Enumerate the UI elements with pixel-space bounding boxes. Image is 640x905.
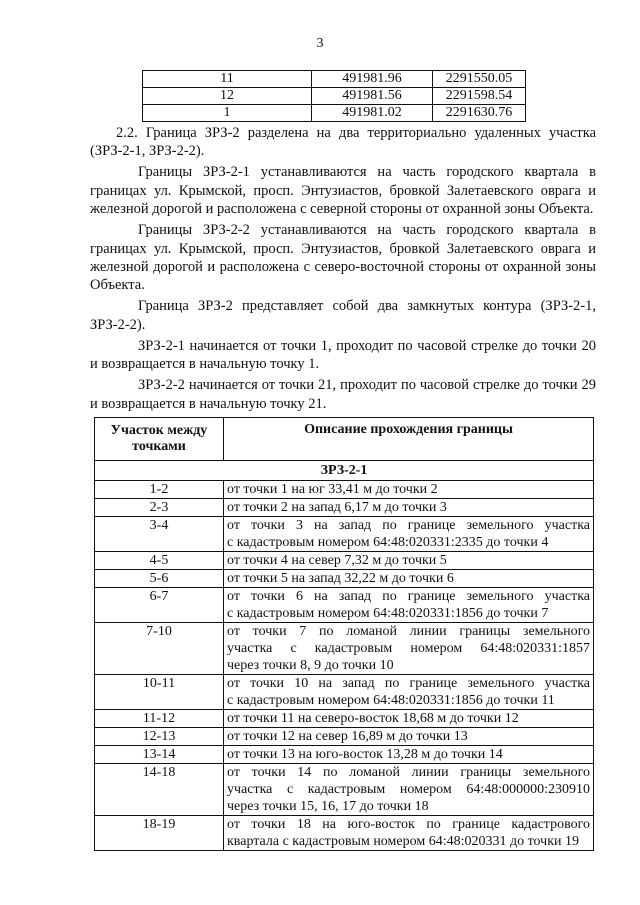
segment-cell: 1-2 xyxy=(95,481,224,499)
description-line: от точки 10 на запад по границе земельного участка xyxy=(227,676,590,691)
table-row xyxy=(95,728,594,746)
paragraph: ЗРЗ-2-1 начинается от точки 1, проходит по часовой стрелке до точки 20 и возвращается в начальную точку 1. xyxy=(90,337,596,373)
coordinates-table xyxy=(142,70,526,122)
table-row xyxy=(95,816,594,851)
boundary-description-table xyxy=(94,417,594,851)
description-cell xyxy=(224,499,594,517)
coordinate-y: 2291630.76 xyxy=(433,105,526,122)
table-row xyxy=(95,552,594,570)
segment-cell: 13-14 xyxy=(95,746,224,764)
table-row xyxy=(95,517,594,552)
table-row xyxy=(95,588,594,623)
description-line: от точки 18 на юго-восток по границе кадастрового xyxy=(227,817,590,832)
description-cell xyxy=(224,764,594,816)
description-cell xyxy=(224,746,594,764)
description-cell xyxy=(224,481,594,499)
point-number: 12 xyxy=(143,88,312,105)
table-row xyxy=(95,675,594,710)
header-segment: Участок между точками xyxy=(95,418,224,461)
paragraph: Границы ЗРЗ-2-1 устанавливаются на часть городского квартала в границах ул. Крымской, просп. Энтузиастов, бровкой Залетаевского оврага и железной дорогой и расположена с северной стороны от охранной зоны Объекта. xyxy=(90,164,596,218)
coordinate-y: 2291598.54 xyxy=(433,88,526,105)
segment-cell: 10-11 xyxy=(95,675,224,710)
description-cell xyxy=(224,517,594,552)
description-cell xyxy=(224,675,594,710)
description-line: участка с кадастровым номером 64:48:000000:230910 xyxy=(227,782,590,797)
description-line: от точки 11 на северо-восток 18,68 м до точки 12 xyxy=(227,711,519,726)
table-row xyxy=(95,570,594,588)
description-line: от точки 13 на юго-восток 13,28 м до точки 14 xyxy=(227,747,503,762)
description-line: от точки 3 на запад по границе земельного участка xyxy=(227,518,590,533)
description-line: через точки 8, 9 до точки 10 xyxy=(227,658,394,673)
section-title: ЗРЗ-2-1 xyxy=(95,461,594,481)
table-row xyxy=(95,623,594,675)
description-cell xyxy=(224,552,594,570)
segment-cell: 12-13 xyxy=(95,728,224,746)
description-line: от точки 12 на север 16,89 м до точки 13 xyxy=(227,729,468,744)
coordinate-row xyxy=(143,88,526,105)
table-row xyxy=(95,499,594,517)
description-line: с кадастровым номером 64:48:020331:2335 до точки 4 xyxy=(227,535,549,550)
description-line: участка с кадастровым номером 64:48:020331:1857 xyxy=(227,641,590,656)
segment-cell: 6-7 xyxy=(95,588,224,623)
segment-cell: 2-3 xyxy=(95,499,224,517)
description-cell xyxy=(224,588,594,623)
description-cell xyxy=(224,570,594,588)
coordinate-row xyxy=(143,71,526,88)
description-cell xyxy=(224,728,594,746)
description-cell xyxy=(224,710,594,728)
description-line: от точки 14 по ломаной линии границы земельного xyxy=(227,765,590,780)
description-cell xyxy=(224,623,594,675)
segment-cell: 14-18 xyxy=(95,764,224,816)
segment-cell: 4-5 xyxy=(95,552,224,570)
segment-cell: 7-10 xyxy=(95,623,224,675)
description-cell xyxy=(224,816,594,851)
description-line: от точки 1 на юг 33,41 м до точки 2 xyxy=(227,482,438,497)
page-number: 3 xyxy=(316,36,324,51)
coordinate-x: 491981.56 xyxy=(312,88,433,105)
paragraph: 2.2. Граница ЗРЗ-2 разделена на два территориально удаленных участка (ЗРЗ-2-1, ЗРЗ-2-2). xyxy=(90,125,596,160)
table-row xyxy=(95,481,594,499)
point-number: 1 xyxy=(143,105,312,122)
coordinate-x: 491981.96 xyxy=(312,71,433,88)
segment-cell: 11-12 xyxy=(95,710,224,728)
table-row xyxy=(95,710,594,728)
description-line: с кадастровым номером 64:48:020331:1856 до точки 7 xyxy=(227,606,549,621)
table-row xyxy=(95,764,594,816)
description-line: от точки 7 по ломаной линии границы земельного xyxy=(227,624,590,639)
header-description: Описание прохождения границы xyxy=(224,418,594,461)
description-line: через точки 15, 16, 17 до точки 18 xyxy=(227,799,429,814)
description-line: с кадастровым номером 64:48:020331:1856 до точки 11 xyxy=(227,693,555,708)
coordinate-row xyxy=(143,105,526,122)
coordinate-y: 2291550.05 xyxy=(433,71,526,88)
description-line: от точки 4 на север 7,32 м до точки 5 xyxy=(227,553,447,568)
point-number: 11 xyxy=(143,71,312,88)
description-line: квартала с кадастровым номером 64:48:020331 до точки 19 xyxy=(227,834,580,849)
description-line: от точки 5 на запад 32,22 м до точки 6 xyxy=(227,571,454,586)
paragraph: Границы ЗРЗ-2-2 устанавливаются на часть городского квартала в границах ул. Крымской, просп. Энтузиастов, бровкой Залетаевского оврага и железной дорогой и расположена с северо-восточной стороны от охранной зоны Объекта. xyxy=(90,222,596,294)
paragraph: ЗРЗ-2-2 начинается от точки 21, проходит по часовой стрелке до точки 29 и возвращается в начальную точку 21. xyxy=(90,377,596,412)
description-line: от точки 2 на запад 6,17 м до точки 3 xyxy=(227,500,447,515)
table-row xyxy=(95,746,594,764)
segment-cell: 5-6 xyxy=(95,570,224,588)
segment-cell: 18-19 xyxy=(95,816,224,851)
description-line: от точки 6 на запад по границе земельного участка xyxy=(227,589,590,604)
paragraph: Граница ЗРЗ-2 представляет собой два замкнутых контура (ЗРЗ-2-1, ЗРЗ-2-2). xyxy=(90,298,596,333)
body-text xyxy=(90,124,596,416)
segment-cell: 3-4 xyxy=(95,517,224,552)
coordinate-x: 491981.02 xyxy=(312,105,433,122)
